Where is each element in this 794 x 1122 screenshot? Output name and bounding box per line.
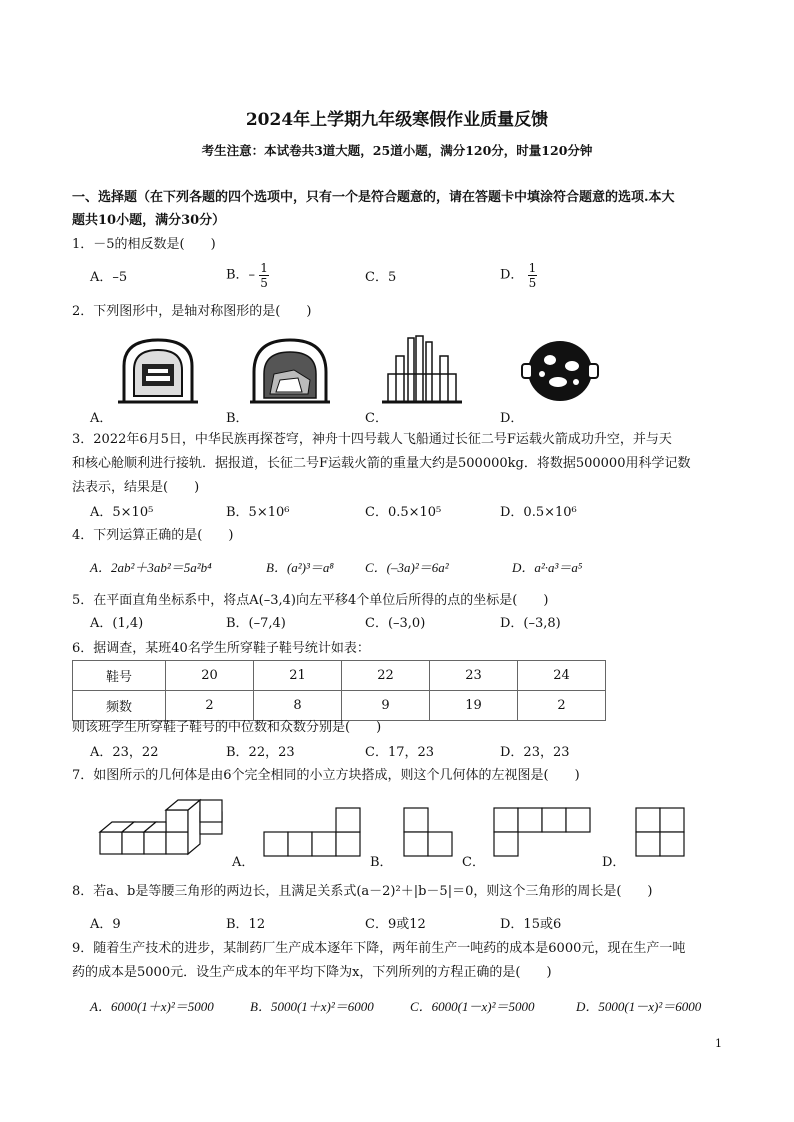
q1-option-a: A．–5 (90, 270, 128, 285)
q9-option-b: B．5000(1＋x)²＝6000 (250, 999, 374, 1014)
table-cell: 鞋号 (73, 661, 166, 691)
q4-option-c: C．(–3a)²＝6a² (365, 560, 449, 575)
table-cell: 2 (166, 691, 254, 721)
q2-option-d: D． (500, 411, 524, 426)
q2-stem: 2．下列图形中，是轴对称图形的是( ) (72, 304, 312, 319)
q1-option-c: C．5 (365, 270, 397, 285)
q1-b-denominator: 5 (260, 276, 268, 290)
table-cell: 24 (518, 661, 606, 691)
q1-option-d (500, 261, 537, 290)
q2-option-b: B． (226, 411, 249, 426)
q2-option-c: C． (365, 411, 388, 426)
table-row (73, 661, 606, 691)
table-cell: 21 (254, 661, 342, 691)
q9-option-a: A．6000(1＋x)²＝5000 (90, 999, 214, 1014)
q5-option-a: A．(1,4) (90, 616, 144, 631)
q9-line2: 药的成本是5000元．设生产成本的年平均下降为x，下列所列的方程正确的是( ) (72, 965, 552, 980)
q1-b-numerator: 1 (260, 261, 268, 275)
q8-option-d: D．15或6 (500, 917, 562, 932)
q2-figure-b (250, 336, 330, 406)
q1-option-b-fraction (259, 261, 269, 290)
q7-view-a (262, 806, 364, 858)
q7-option-b: B． (370, 855, 393, 870)
table-cell: 频数 (73, 691, 166, 721)
q7-view-d (634, 806, 688, 858)
q7-solid-figure (98, 796, 226, 862)
q7-option-d: D． (602, 855, 626, 870)
q7-view-c (492, 806, 594, 858)
q6-option-c: C．17，23 (365, 745, 435, 760)
q1-option-b (226, 261, 269, 290)
exam-notice: 考生注意：本试卷共3道大题，25道小题，满分120分，时量120分钟 (201, 143, 593, 158)
q3-line3: 法表示，结果是( ) (72, 480, 200, 495)
q1-option-d-fraction (528, 261, 538, 290)
q8-option-b: B．12 (226, 917, 266, 932)
q6-stem: 6．据调查，某班40名学生所穿鞋子鞋号统计如表： (72, 641, 370, 656)
q9-option-d: D．5000(1－x)²＝6000 (576, 999, 702, 1014)
section-heading-line1: 一、选择题（在下列各题的四个选项中，只有一个是符合题意的，请在答题卡中填涂符合题意的选项.本大 (72, 190, 675, 205)
table-cell: 23 (430, 661, 518, 691)
q7-option-c: C． (462, 855, 485, 870)
q2-figure-a (118, 336, 198, 406)
q2-option-a: A． (90, 411, 113, 426)
q8-stem: 8．若a、b是等腰三角形的两边长，且满足关系式(a－2)²＋|b－5|＝0，则这个三角形的周长是( ) (72, 884, 653, 899)
q8-option-c: C．9或12 (365, 917, 426, 932)
q2-figure-c (382, 334, 462, 406)
q7-stem: 7．如图所示的几何体是由6个完全相同的小立方块搭成，则这个几何体的左视图是( ) (72, 768, 580, 783)
q9-option-c: C．6000(1－x)²＝5000 (410, 999, 535, 1014)
q3-option-b: B．5×10⁶ (226, 505, 290, 520)
q3-option-c: C．0.5×10⁵ (365, 505, 442, 520)
page-title: 2024年上学期九年级寒假作业质量反馈 (245, 110, 549, 130)
section-heading-line2: 题共10小题，满分30分） (72, 213, 226, 228)
table-cell: 19 (430, 691, 518, 721)
q6-option-d: D．23，23 (500, 745, 570, 760)
table-cell: 20 (166, 661, 254, 691)
table-cell: 22 (342, 661, 430, 691)
table-cell: 2 (518, 691, 606, 721)
q9-line1: 9．随着生产技术的进步，某制药厂生产成本逐年下降，两年前生产一吨药的成本是6000元，现在生产一吨 (72, 941, 686, 956)
q6-option-b: B．22，23 (226, 745, 295, 760)
q2-figure-d (520, 338, 600, 404)
q5-option-c: C．(–3,0) (365, 616, 426, 631)
q1-option-b-label: B．– (226, 267, 256, 283)
q1-stem: 1．－5的相反数是( ) (72, 237, 216, 252)
q1-option-d-label: D． (500, 267, 524, 283)
q5-option-d: D．(–3,8) (500, 616, 561, 631)
q5-stem: 5．在平面直角坐标系中，将点A(–3,4)向左平移4个单位后所得的点的坐标是( ) (72, 593, 549, 608)
q7-view-b (402, 806, 456, 858)
table-cell: 9 (342, 691, 430, 721)
q5-option-b: B．(–7,4) (226, 616, 286, 631)
q6-option-a: A．23，22 (90, 745, 159, 760)
q3-line2: 和核心舱顺利进行接轨．据报道，长征二号F运载火箭的重量大约是500000kg．将数据500000用科学记数 (72, 456, 691, 471)
q4-stem: 4．下列运算正确的是( ) (72, 528, 234, 543)
q3-line1: 3．2022年6月5日，中华民族再探苍穹，神舟十四号载人飞船通过长征二号F运载火箭成功升空，并与天 (72, 432, 672, 447)
q1-d-denominator: 5 (528, 276, 537, 290)
page-number: 1 (715, 1037, 722, 1050)
q8-option-a: A．9 (90, 917, 121, 932)
q7-option-a: A． (232, 855, 255, 870)
shoe-size-table (72, 660, 606, 721)
q4-option-b: B．(a²)³＝a⁸ (266, 560, 334, 575)
q1-d-numerator: 1 (528, 261, 537, 275)
q3-option-a: A．5×10⁵ (90, 505, 154, 520)
q6-question: 则该班学生所穿鞋子鞋号的中位数和众数分别是( ) (72, 720, 382, 735)
q4-option-d: D．a²·a³＝a⁵ (512, 560, 583, 575)
q3-option-d: D．0.5×10⁶ (500, 505, 577, 520)
table-cell: 8 (254, 691, 342, 721)
q4-option-a: A．2ab²＋3ab²＝5a²b⁴ (90, 560, 212, 575)
